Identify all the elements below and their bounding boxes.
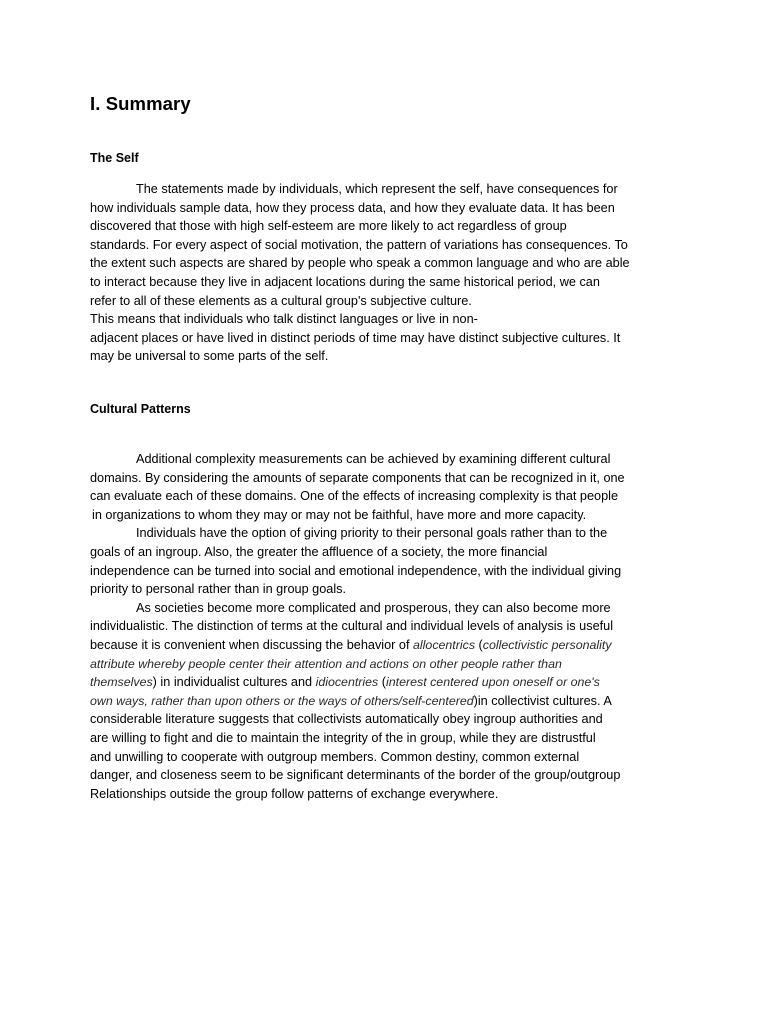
page-title: I. Summary [90, 93, 191, 114]
text-line: may be universal to some parts of the self. [90, 349, 329, 364]
definition-text: interest centered upon oneself or one's [386, 675, 600, 690]
text-line: As societies become more complicated and prosperous, they can also become more [136, 600, 611, 615]
text-run: ( [475, 637, 483, 652]
text-line: how individuals sample data, how they process data, and how they evaluate data. It has been [90, 200, 615, 215]
text-run: ) in individualist cultures and [152, 675, 316, 690]
text-line: can evaluate each of these domains. One of the effects of increasing complexity is that people [90, 489, 619, 504]
text-line: to interact because they live in adjacent locations during the same historical period, we can [90, 274, 600, 289]
text-run: ( [378, 675, 387, 690]
text-line: domains. By considering the amounts of separate components that can be recognized in it, one [90, 470, 625, 485]
text-line: independence can be turned into social and emotional independence, with the individual giving [90, 563, 622, 578]
paragraph-cultural-patterns [90, 450, 686, 803]
text-line: Relationships outside the group follow patterns of exchange everywhere. [90, 786, 499, 801]
text-line: Additional complexity measurements can be achieved by examining different cultural [136, 452, 611, 466]
text-line: in organizations to whom they may or may not be faithful, have more and more capacity. [92, 507, 587, 522]
text-line [90, 692, 686, 711]
text-line: individualistic. The distinction of terms at the cultural and individual levels of analysis is useful [90, 619, 614, 634]
text-run: )in collectivist cultures. A [473, 693, 612, 708]
text-line: refer to all of these elements as a cultural group's subjective culture. [90, 293, 472, 308]
section-heading-cultural-patterns: Cultural Patterns [90, 402, 191, 416]
section-heading-the-self: The Self [90, 151, 139, 165]
term-allocentrics: allocentrics [413, 637, 476, 652]
term-idiocentries: idiocentries [315, 675, 379, 690]
text-line: danger, and closeness seem to be significant determinants of the border of the group/outgroup [90, 768, 621, 783]
text-line: The statements made by individuals, which represent the self, have consequences for [136, 182, 618, 196]
definition-text: own ways, rather than upon others or the ways of others/self-centered [90, 693, 474, 708]
paragraph-the-self [90, 180, 686, 366]
text-line: adjacent places or have lived in distinct periods of time may have distinct subjective cultures. It [90, 330, 621, 345]
text-line: the extent such aspects are shared by people who speak a common language and who are able [90, 256, 630, 271]
text-line: and unwilling to cooperate with outgroup members. Common destiny, common external [90, 749, 580, 764]
definition-text: attribute whereby people center their attention and actions on other people rather than [90, 656, 562, 671]
text-line: priority to personal rather than in group goals. [90, 582, 347, 597]
text-line: discovered that those with high self-esteem are more likely to act regardless of group [90, 219, 567, 234]
text-line: goals of an ingroup. Also, the greater the affluence of a society, the more financial [90, 544, 548, 559]
text-run: because it is convenient when discussing the behavior of [90, 637, 414, 652]
text-line: standards. For every aspect of social motivation, the pattern of variations has consequences. To [90, 237, 628, 252]
definition-text: themselves [90, 675, 153, 690]
text-line [90, 636, 686, 655]
text-line: This means that individuals who talk distinct languages or live in non- [90, 312, 478, 327]
text-line [90, 673, 686, 692]
text-line: Individuals have the option of giving priority to their personal goals rather than to the [136, 526, 608, 541]
text-line [90, 655, 686, 674]
text-line: are willing to fight and die to maintain the integrity of the in group, while they are distrustful [90, 730, 596, 745]
definition-text: collectivistic personality [482, 637, 612, 652]
text-line: considerable literature suggests that collectivists automatically obey ingroup authorities and [90, 712, 603, 727]
